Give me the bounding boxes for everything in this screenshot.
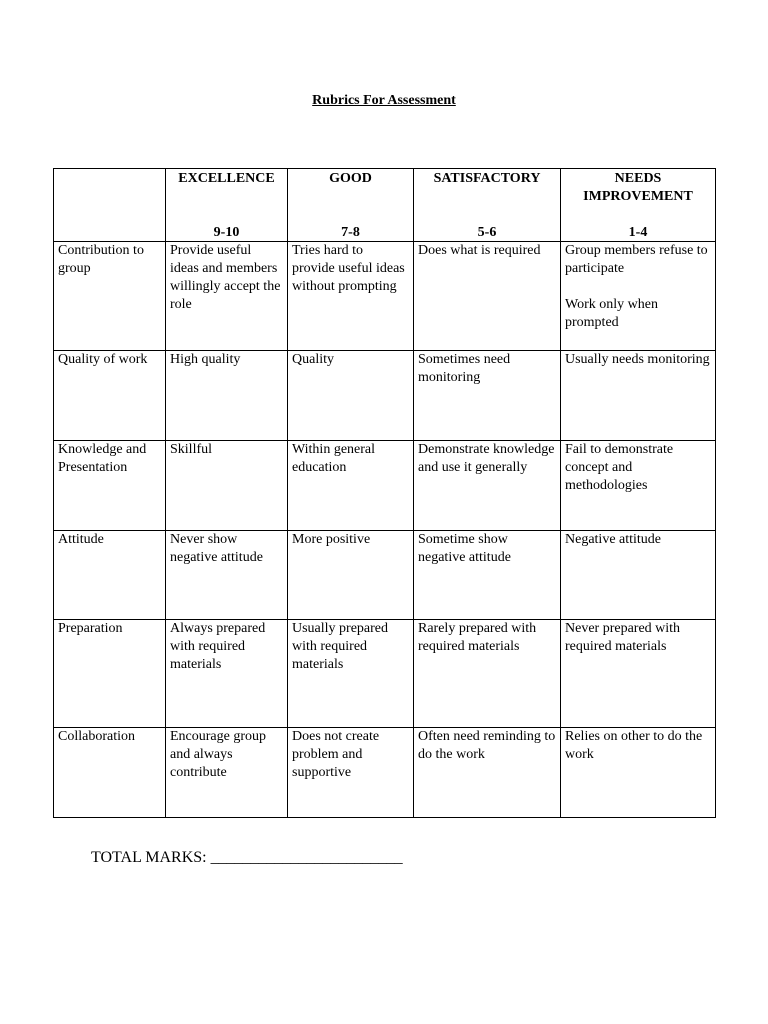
level-name: GOOD: [329, 171, 372, 186]
level-range: 1-4: [628, 225, 648, 240]
rubric-cell: [288, 531, 414, 620]
document-title-text: Rubrics For Assessment: [312, 93, 456, 108]
descriptor-text: Sometime show negative attitude: [418, 532, 511, 565]
rubric-header-row: [54, 169, 716, 242]
header-level-needs-improvement: [561, 169, 716, 242]
criterion-label: Knowledge and Presentation: [58, 442, 147, 475]
rubric-cell: [288, 242, 414, 351]
criterion-label: Collaboration: [58, 729, 135, 744]
descriptor-text: Usually prepared with required materials: [292, 621, 389, 672]
descriptor-text: Sometimes need monitoring: [418, 352, 511, 385]
level-range: 7-8: [341, 225, 360, 240]
criterion-cell: [54, 728, 166, 818]
descriptor-text: Quality: [292, 352, 334, 367]
criterion-cell: [54, 242, 166, 351]
header-level-good: [288, 169, 414, 242]
rubric-cell: [166, 242, 288, 351]
level-name: SATISFACTORY: [433, 171, 541, 186]
rubric-cell: [561, 531, 716, 620]
level-range: 9-10: [213, 225, 240, 240]
rubric-cell: [288, 441, 414, 531]
descriptor-text: Relies on other to do the work: [565, 729, 703, 762]
rubric-cell: [561, 242, 716, 351]
rubric-row-quality: [54, 351, 716, 441]
criterion-cell: [54, 441, 166, 531]
rubric-cell: [414, 242, 561, 351]
descriptor-text: Never show negative attitude: [170, 532, 263, 565]
descriptor-text: Skillful: [170, 442, 213, 457]
rubric-cell: [166, 620, 288, 728]
criterion-label: Quality of work: [58, 352, 148, 367]
rubric-cell: [288, 351, 414, 441]
rubric-cell: [561, 728, 716, 818]
rubric-cell: [288, 620, 414, 728]
descriptor-text: Encourage group and always contribute: [170, 729, 267, 780]
level-name: NEEDS IMPROVEMENT: [583, 171, 693, 204]
level-name: EXCELLENCE: [178, 171, 275, 186]
rubric-cell: [414, 620, 561, 728]
descriptor-text: Often need reminding to do the work: [418, 729, 556, 762]
level-range: 5-6: [477, 225, 497, 240]
descriptor-text: Fail to demonstrate concept and methodologies: [565, 442, 674, 493]
criterion-cell: [54, 620, 166, 728]
rubric-cell: [166, 351, 288, 441]
descriptor-text: Does not create problem and supportive: [292, 729, 380, 780]
rubric-cell: [288, 728, 414, 818]
total-marks-line: TOTAL MARKS: ________________________: [91, 849, 403, 866]
descriptor-text: Within general education: [292, 442, 376, 475]
rubric-cell: [414, 351, 561, 441]
rubric-cell: [561, 441, 716, 531]
rubric-cell: [414, 441, 561, 531]
descriptor-text: High quality: [170, 352, 241, 367]
criterion-cell: [54, 531, 166, 620]
rubric-row-knowledge: [54, 441, 716, 531]
rubric-cell: [561, 620, 716, 728]
header-level-satisfactory: [414, 169, 561, 242]
rubric-row-collaboration: [54, 728, 716, 818]
descriptor-text: Negative attitude: [565, 532, 662, 547]
rubric-row-preparation: [54, 620, 716, 728]
rubric-cell: [414, 531, 561, 620]
descriptor-text: Tries hard to provide useful ideas without prompting: [292, 243, 405, 294]
rubric-cell: [166, 441, 288, 531]
descriptor-text: Rarely prepared with required materials: [418, 621, 537, 654]
rubric-row-contribution: [54, 242, 716, 351]
descriptor-text: Demonstrate knowledge and use it generally: [418, 442, 555, 475]
criterion-cell: [54, 351, 166, 441]
document-title: [0, 93, 768, 109]
header-corner-cell: [54, 169, 166, 242]
descriptor-text: Always prepared with required materials: [170, 621, 266, 672]
descriptor-text: More positive: [292, 532, 371, 547]
rubric-cell: [166, 531, 288, 620]
descriptor-text: Group members refuse to participate Work only when prompted: [565, 243, 708, 330]
rubric-cell: [561, 351, 716, 441]
rubric-cell: [166, 728, 288, 818]
criterion-label: Preparation: [58, 621, 123, 636]
rubric-cell: [414, 728, 561, 818]
rubric-row-attitude: [54, 531, 716, 620]
descriptor-text: Provide useful ideas and members willingly accept the role: [170, 243, 281, 312]
criterion-label: Contribution to group: [58, 243, 144, 276]
rubric-table: [53, 168, 716, 818]
descriptor-text: Never prepared with required materials: [565, 621, 681, 654]
header-level-excellence: [166, 169, 288, 242]
descriptor-text: Usually needs monitoring: [565, 352, 710, 367]
descriptor-text: Does what is required: [418, 243, 541, 258]
criterion-label: Attitude: [58, 532, 104, 547]
